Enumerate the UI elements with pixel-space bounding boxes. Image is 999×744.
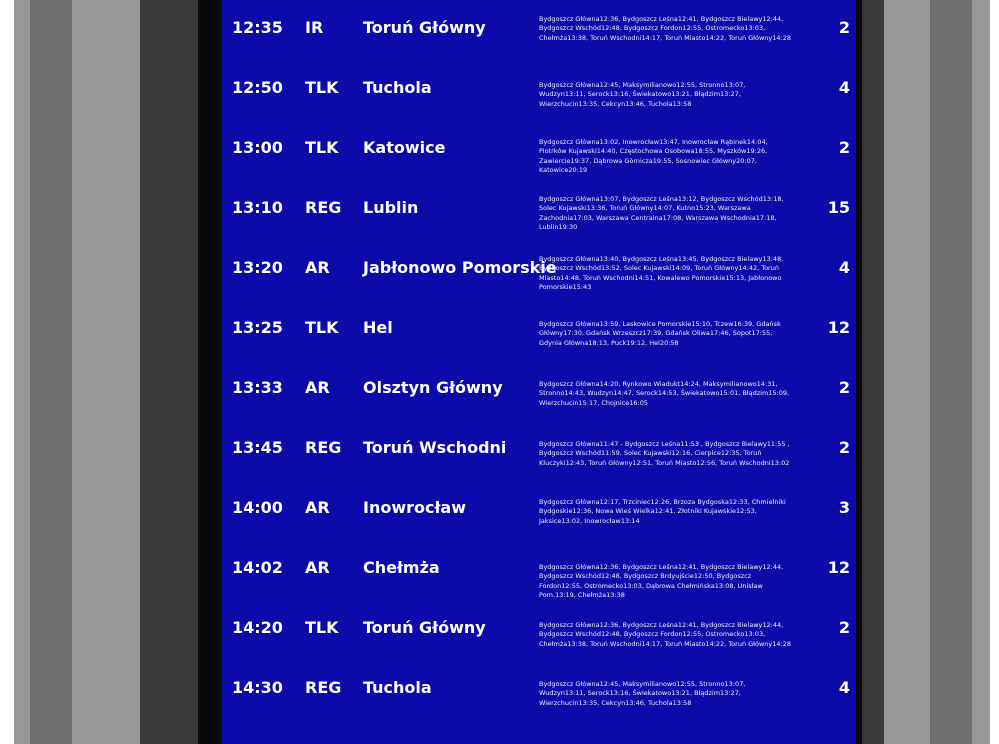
destination: Jabłonowo Pomorskie	[363, 258, 557, 277]
departure-time: 13:45	[232, 438, 283, 457]
intermediate-stops: Bydgoszcz Główna12:36, Bydgoszcz Leśna12:41, Bydgoszcz Bielawy12:44, Bydgoszcz Wschód12:48, Bydgoszcz Fordon12:55, Ostromecko13:03, Chełmża13:38, Toruń Wschodni14:17, Toruń Miasto14:22, Toruń Główny14:28	[539, 621, 792, 648]
train-type: AR	[305, 558, 330, 577]
destination: Katowice	[363, 138, 446, 157]
destination: Olsztyn Główny	[363, 378, 503, 397]
display-frame-right-shade	[930, 0, 972, 744]
screen-bezel-right-inner	[856, 0, 862, 744]
platform-number: 3	[838, 498, 850, 517]
train-type: AR	[305, 378, 330, 397]
intermediate-stops: Bydgoszcz Główna12:36, Bydgoszcz Leśna12:41, Bydgoszcz Bielawy12:44, Bydgoszcz Wschód12:48, Bydgoszcz Brdyujście12:50, Bydgoszcz Fordon12:55, Ostromecko13:03, Dąbrowa Chełmińska13:08, Unisław Pom.13:19, Chełmża13:38	[539, 563, 784, 599]
departure-row	[222, 606, 856, 666]
departure-row	[222, 426, 856, 486]
departure-time: 13:25	[232, 318, 283, 337]
intermediate-stops: Bydgoszcz Główna13:40, Bydgoszcz Leśna13:45, Bydgoszcz Bielawy13:48, Bydgoszcz Wschód13:52, Solec Kujawski14:09, Toruń Główny14:42, Toruń Miasto14:48, Toruń Wschodni14:51, Kowalewo Pomorskie15:13, Jabłonowo Pomorskie15:43	[539, 255, 784, 291]
departure-row	[222, 306, 856, 366]
destination: Chełmża	[363, 558, 440, 577]
departure-row	[222, 546, 856, 606]
platform-number: 4	[838, 678, 850, 697]
platform-number: 4	[838, 78, 850, 97]
platform-number: 2	[838, 618, 850, 637]
platform-number: 15	[827, 198, 850, 217]
departure-row	[222, 486, 856, 546]
train-type: TLK	[305, 318, 339, 337]
departure-time: 12:50	[232, 78, 283, 97]
departure-time: 13:00	[232, 138, 283, 157]
departure-row	[222, 6, 856, 66]
platform-number: 2	[838, 438, 850, 457]
departure-time: 14:30	[232, 678, 283, 697]
intermediate-stops: Bydgoszcz Główna13:07, Bydgoszcz Leśna13:12, Bydgoszcz Wschód13:18, Solec Kujawski13:36, Toruń Główny14:07, Kutno15:23, Warszawa Zachodnia17:03, Warszawa Centralna17:08, Warszawa Wschodnia17:18, Lublin19:30	[539, 195, 784, 231]
departure-time: 14:00	[232, 498, 283, 517]
destination: Lublin	[363, 198, 419, 217]
departure-time: 14:20	[232, 618, 283, 637]
destination: Hel	[363, 318, 393, 337]
platform-number: 2	[838, 138, 850, 157]
departure-time: 13:33	[232, 378, 283, 397]
train-type: IR	[305, 18, 324, 37]
destination: Toruń Główny	[363, 18, 486, 37]
departure-board	[222, 0, 856, 744]
train-type: TLK	[305, 78, 339, 97]
screen-bezel-left-inner	[198, 0, 222, 744]
intermediate-stops: Bydgoszcz Główna14:20, Rynkowo Wiadukt14:24, Maksymilianowo14:31, Stronno14:43, Wudzyn14:47, Serock14:53, Świekatowo15:01, Błądzim15:09, Wierzchucin15:17, Chojnice16:05	[539, 380, 790, 407]
destination: Toruń Wschodni	[363, 438, 507, 457]
intermediate-stops: Bydgoszcz Główna12:36, Bydgoszcz Leśna12:41, Bydgoszcz Bielawy12:44, Bydgoszcz Wschód12:48, Bydgoszcz Fordon12:55, Ostromecko13:03, Chełmża13:38, Toruń Wschodni14:17, Toruń Miasto14:22, Toruń Główny14:28	[539, 15, 792, 42]
platform-number: 12	[827, 558, 850, 577]
intermediate-stops: Bydgoszcz Główna13:59, Laskowice Pomorskie15:10, Tczew16:39, Gdańsk Główny17:30, Gdańsk Wrzeszcz17:39, Gdańsk Oliwa17:46, Sopot17:55, Gdynia Główna18:13, Puck19:12, Hel20:58	[539, 320, 781, 347]
destination: Tuchola	[363, 678, 432, 697]
train-type: REG	[305, 438, 342, 457]
intermediate-stops: Bydgoszcz Główna12:45, Maksymilianowo12:55, Stronno13:07, Wudzyn13:11, Serock13:16, Świekatowo13:21, Błądzim13:27, Wierzchucin13:35, Cekcyn13:46, Tuchola13:58	[539, 680, 746, 707]
display-frame-left-shade	[30, 0, 72, 744]
train-type: AR	[305, 258, 330, 277]
train-type: TLK	[305, 618, 339, 637]
train-type: REG	[305, 678, 342, 697]
platform-number: 4	[838, 258, 850, 277]
intermediate-stops: Bydgoszcz Główna12:45, Maksymilianowo12:55, Stronno13:07, Wudzyn13:11, Serock13:16, Świekatowo13:21, Błądzim13:27, Wierzchucin13:35, Cekcyn13:46, Tuchola13:58	[539, 81, 746, 108]
train-type: AR	[305, 498, 330, 517]
departure-row	[222, 666, 856, 726]
departure-row-partial-top	[222, 0, 856, 4]
departure-row	[222, 66, 856, 126]
departure-time: 13:10	[232, 198, 283, 217]
platform-number: 12	[827, 318, 850, 337]
train-type: TLK	[305, 138, 339, 157]
departure-time: 13:20	[232, 258, 283, 277]
intermediate-stops: Bydgoszcz Główna13:02, Inowrocław13:47, Inowrocław Rąbinek14:04, Piotrków Kujawski14:40, Częstochowa Osobowa18:55, Myszków19:26, Zawiercie19:37, Dąbrowa Górnicza19:55, Sosnowiec Główny20:07, Katowice20:19	[539, 138, 768, 174]
departure-time: 14:02	[232, 558, 283, 577]
departure-time: 12:35	[232, 18, 283, 37]
platform-number: 2	[838, 18, 850, 37]
screen-bezel-left	[140, 0, 198, 744]
departure-row	[222, 126, 856, 186]
departure-row	[222, 186, 856, 246]
intermediate-stops: Bydgoszcz Główna12:17, Trzciniec12:26, Brzoza Bydgoska12:33, Chmielniki Bydgoskie12:36, Nowa Wieś Wielka12:41, Złotniki Kujawskie12:53, Jaksice13:02, Inowrocław13:14	[539, 498, 786, 525]
intermediate-stops: Bydgoszcz Główna11:47 - Bydgoszcz Leśna11:53 , Bydgoszcz Bielawy11:55 , Bydgoszcz Wschód11:59, Solec Kujawski12:16, Cierpice12:35, Toruń Kluczyki12:43, Toruń Główny12:51, Toruń Miasto12:56, Toruń Wschodni13:02	[539, 440, 790, 467]
destination: Tuchola	[363, 78, 432, 97]
departure-row	[222, 246, 856, 306]
destination: Toruń Główny	[363, 618, 486, 637]
destination: Inowrocław	[363, 498, 466, 517]
departure-row	[222, 366, 856, 426]
platform-number: 2	[838, 378, 850, 397]
train-type: REG	[305, 198, 342, 217]
departure-row-partial-bottom	[222, 726, 856, 744]
